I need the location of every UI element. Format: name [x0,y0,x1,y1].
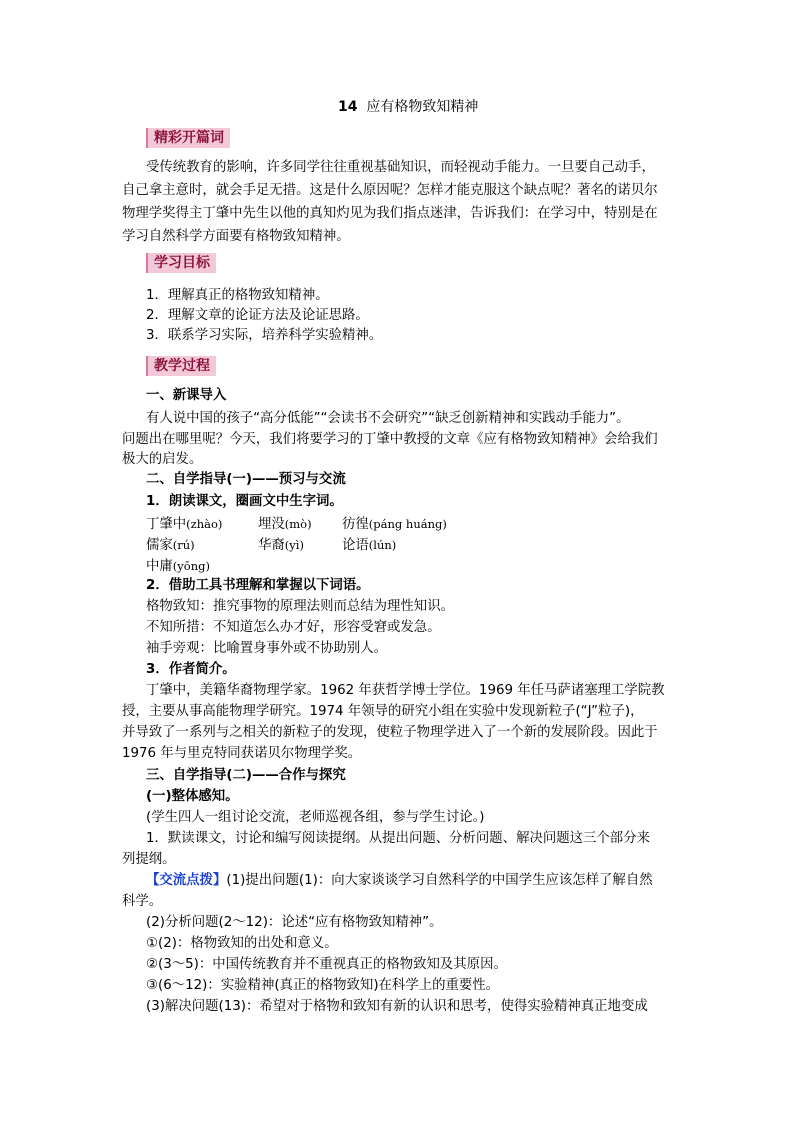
analysis-point: ③(6～12)：实验精神(真正的格物致知)在科学上的重要性。 [146,978,500,993]
term-definition: 格物致知：推究事物的原理法则而总结为理性知识。 [146,599,454,614]
vocab-word: 彷徨(páng huáng) [342,517,447,532]
opening-line-4: 学习自然科学方面要有格物致知精神。 [122,229,350,244]
section-label-process: 教学过程 [146,356,216,376]
vocab-word: 埋没(mò) [258,517,312,532]
section-label-goals: 学习目标 [146,253,216,273]
term-definition: 不知所措：不知道怎么办才好，形容受窘或发急。 [146,620,441,635]
author-line-2: 授，主要从事高能物理学研究。1974 年领导的研究小组在实验中发现新粒子(“J”粒子)， [122,704,644,719]
part3-heading: 三、自学指导(二)——合作与探究 [146,768,346,783]
question-3: 3．作者简介。 [146,662,236,677]
lesson-title-text: 应有格物致知精神 [366,99,479,115]
part2-heading: 二、自学指导(一)——预习与交流 [146,472,346,487]
vocab-word: 丁肇中(zhào) [146,517,223,532]
author-line-3: 并导致了一系列与之相关的新粒子的发现，使粒子物理学进入了一个新的发展阶段。因此于 [122,725,658,740]
goal-item: 2．理解文章的论证方法及论证思路。 [146,308,369,323]
vocab-word: 中庸(yōng) [146,559,210,574]
goal-item: 1．理解真正的格物致知精神。 [146,288,329,303]
part3-subheading: (一)整体感知。 [146,789,239,804]
intro-line-2: 问题出在哪里呢？今天，我们将要学习的丁肇中教授的文章《应有格物致知精神》会给我们 [122,432,658,447]
section-label-opening: 精彩开篇词 [146,128,230,148]
analysis-point: ②(3～5)：中国传统教育并不重视真正的格物致知及其原因。 [146,957,507,972]
opening-line-1: 受传统教育的影响，许多同学往往重视基础知识，而轻视动手能力。一旦要自己动手， [146,160,655,175]
author-line-1: 丁肇中，美籍华裔物理学家。1962 年获哲学博士学位。1969 年任马萨诸塞理工学院教 [146,683,665,698]
lesson-title [338,97,478,117]
question-2: 2．借助工具书理解和掌握以下词语。 [146,578,370,593]
tip-line-1: 【交流点拨】(1)提出问题(1)：向大家谈谈学习自然科学的中国学生应该怎样了解自然 [146,873,653,888]
analysis-point: ①(2)：格物致知的出处和意义。 [146,936,338,951]
discussion-note: (学生四人一组讨论交流，老师巡视各组，参与学生讨论。) [146,810,485,825]
opening-line-3: 物理学奖得主丁肇中先生以他的真知灼见为我们指点迷津，告诉我们：在学习中，特别是在 [122,206,658,221]
solve-line: (3)解决问题(13)：希望对于格物和致知有新的认识和思考，使得实验精神真正地变成 [146,999,648,1014]
vocab-word: 儒家(rú) [146,538,195,553]
question-1: 1．朗读课文，圈画文中生字词。 [146,494,343,509]
tip-line-2: 科学。 [122,894,163,909]
vocab-word: 华裔(yì) [258,538,304,553]
author-line-4: 1976 年与里克特同获诺贝尔物理学奖。 [122,746,362,761]
analysis-line: (2)分析问题(2～12)：论述“应有格物致知精神”。 [146,915,443,930]
intro-line-1: 有人说中国的孩子“高分低能”“会读书不会研究”“缺乏创新精神和实践动手能力”。 [146,411,630,426]
tip-label: 【交流点拨】 [146,873,227,888]
part1-heading: 一、新课导入 [146,388,227,403]
term-definition: 袖手旁观：比喻置身事外或不协助别人。 [146,641,388,656]
task-line-1: 1．默读课文，讨论和编写阅读提纲。从提出问题、分析问题、解决问题这三个部分来 [146,831,650,846]
opening-line-2: 自己拿主意时，就会手足无措。这是什么原因呢？怎样才能克服这个缺点呢？著名的诺贝尔 [122,183,658,198]
task-line-2: 列提纲。 [122,852,176,867]
intro-line-3: 极大的启发。 [122,452,203,467]
goal-item: 3．联系学习实际，培养科学实验精神。 [146,328,383,343]
vocab-word: 论语(lún) [342,538,397,553]
lesson-number: 14 [338,99,358,115]
